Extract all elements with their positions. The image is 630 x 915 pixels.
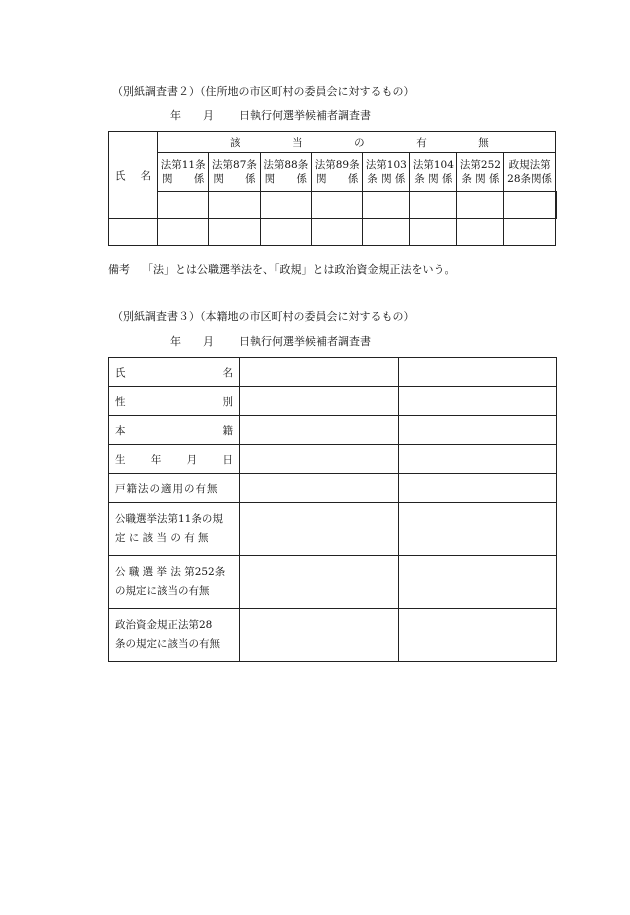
form2-caption: （別紙調査書２）（住所地の市区町村の委員会に対するもの） <box>112 85 415 98</box>
table-cell[interactable] <box>240 503 399 556</box>
row-label-art11: 公職選挙法第11条の規 定 に 該 当 の 有 無 <box>109 503 240 556</box>
table-cell[interactable] <box>363 219 410 246</box>
table-row <box>109 416 557 445</box>
header-char-1: 該 <box>230 136 241 149</box>
table-row <box>109 387 557 416</box>
form3-title-year: 年 <box>170 335 181 348</box>
table-row <box>109 609 557 662</box>
table-cell[interactable] <box>399 609 557 662</box>
form2-title-month: 月 <box>203 109 214 122</box>
row-label-art252: 公 職 選 挙 法 第252条 の規定に該当の有無 <box>109 556 240 609</box>
table-row <box>109 503 557 556</box>
table-cell[interactable] <box>260 219 311 246</box>
row-label-domicile: 本 籍 <box>109 416 240 445</box>
table-cell[interactable] <box>240 474 399 503</box>
applicability-header <box>158 132 556 153</box>
form2-title: 日執行何選挙候補者調査書 <box>239 109 371 122</box>
name-header-char-1: 氏 <box>115 169 126 182</box>
form3-title-month: 月 <box>203 335 214 348</box>
table-cell[interactable] <box>410 192 457 219</box>
table-cell[interactable] <box>363 192 410 219</box>
row-label-political-funds-28: 政治資金規正法第28 条の規定に該当の有無 <box>109 609 240 662</box>
table-cell[interactable] <box>399 416 557 445</box>
header-char-4: 有 <box>416 136 427 149</box>
table-cell[interactable] <box>399 556 557 609</box>
form2-title-year: 年 <box>170 109 181 122</box>
table-row <box>109 445 557 474</box>
table-row <box>109 474 557 503</box>
table-cell[interactable] <box>240 387 399 416</box>
col-header-art104: 法第104 条 関 係 <box>410 153 457 192</box>
row-label-sex: 性 別 <box>109 387 240 416</box>
col-header-art88: 法第88条 関 係 <box>260 153 311 192</box>
table-cell[interactable] <box>457 219 504 246</box>
table-row <box>109 219 557 246</box>
form2-table <box>108 131 557 246</box>
table-cell[interactable] <box>399 387 557 416</box>
table-row <box>109 556 557 609</box>
col-header-art103: 法第103 条 関 係 <box>363 153 410 192</box>
table-cell[interactable] <box>209 192 260 219</box>
form3-title: 日執行何選挙候補者調査書 <box>239 335 371 348</box>
table-cell[interactable] <box>399 474 557 503</box>
table-cell[interactable] <box>555 192 556 219</box>
row-label-birthdate: 生 年 月 日 <box>109 445 240 474</box>
table-cell[interactable] <box>260 192 311 219</box>
table-cell[interactable] <box>240 556 399 609</box>
name-header-char-2: 名 <box>140 169 151 182</box>
table-cell[interactable] <box>457 192 504 219</box>
table-cell[interactable] <box>399 503 557 556</box>
header-char-2: 当 <box>292 136 303 149</box>
col-header-art89: 法第89条 関 係 <box>311 153 362 192</box>
table-cell[interactable] <box>311 192 362 219</box>
row-label-family-register-law: 戸籍法の適用の有無 <box>109 474 240 503</box>
table-cell[interactable] <box>504 219 555 246</box>
header-char-5: 無 <box>478 136 489 149</box>
table-cell[interactable] <box>240 416 399 445</box>
row-label-name: 氏 名 <box>109 358 240 387</box>
table-cell[interactable] <box>209 219 260 246</box>
table-cell[interactable] <box>158 219 209 246</box>
table-row <box>109 192 557 219</box>
form2-note-label: 備考 <box>108 263 130 276</box>
col-header-art11: 法第11条 関 係 <box>158 153 209 192</box>
form3-table <box>108 357 557 662</box>
table-cell[interactable] <box>240 358 399 387</box>
table-cell[interactable] <box>399 445 557 474</box>
table-cell[interactable] <box>504 192 555 219</box>
name-header-cell <box>109 132 158 219</box>
form2-note: 「法」とは公職選挙法を、「政規」とは政治資金規正法をいう。 <box>142 263 456 276</box>
name-cell[interactable] <box>158 192 209 219</box>
col-header-political-funds-28: 政規法第 28条関係 <box>504 153 555 192</box>
table-cell[interactable] <box>399 358 557 387</box>
header-char-3: の <box>354 136 365 149</box>
table-row <box>109 358 557 387</box>
table-cell[interactable] <box>240 609 399 662</box>
name-cell[interactable] <box>109 219 158 246</box>
col-header-art87: 法第87条 関 係 <box>209 153 260 192</box>
table-cell[interactable] <box>410 219 457 246</box>
table-cell[interactable] <box>240 445 399 474</box>
col-header-art252: 法第252 条 関 係 <box>457 153 504 192</box>
form3-caption: （別紙調査書３）（本籍地の市区町村の委員会に対するもの） <box>112 310 415 323</box>
table-cell[interactable] <box>311 219 362 246</box>
